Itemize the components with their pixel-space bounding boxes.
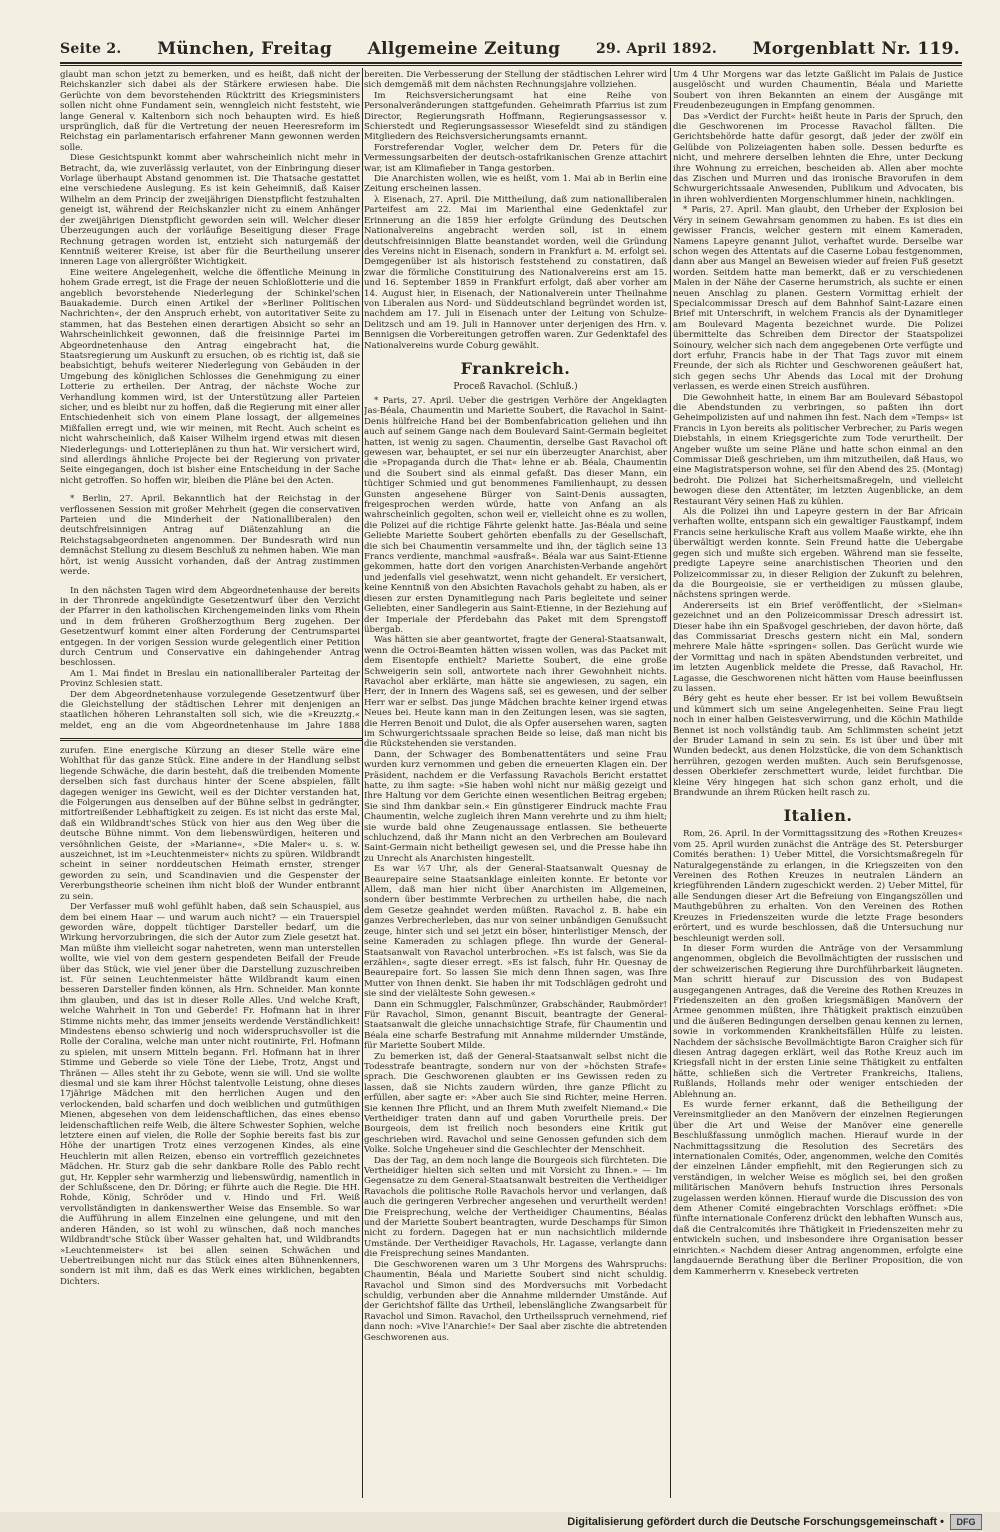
paragraph: * Paris, 27. April. Man glaubt, den Urheber der Explosion bei Véry in seinem Gewahrsam genommen zu haben. Es ist dies ein gewisser Francis, welcher gestern mit einem Kameraden, Namens Lapeyre genannt Juliot, verhaftet wurde. Derselbe war schon wegen des Attentats auf die Caserne Lobau festgenommen, dann aber aus Mangel an Beweisen wieder auf freien Fuß gesetzt worden. Seitdem hatte man bemerkt, daß er zu verschiedenen Malen in der Nähe der Caserne herumstrich, als suchte er einen neuen Anschlag zu planen. Gestern Vormittag erhielt der Specialcommissar Dresch auf dem Bahnhof Saint-Lazare einen Brief mit Unterschrift, in welchem Francis als der Dynamitleger am Boulevard Magenta bezeichnet wurde. Die Polizei übermittelte das Schreiben dem Director der Staatspolizei Soinoury, welcher sich nach dem angegebenen Orte verfügte und dort erfuhr, Francis habe in der That Tags zuvor mit einem Freunde, der sich als Richter und Geschworenen geäußert hat, sich gegen sechs Uhr Abends das Local mit der Drohung verlassen, es werde einen Streich ausführen.: [673, 205, 963, 393]
city-day: München, Freitag: [157, 39, 333, 59]
column-divider-1: [362, 68, 363, 1498]
paragraph: * Berlin, 27. April. Bekanntlich hat der Reichstag in der verflossenen Session mit großer Mehrheit (gegen die conservativen Parteien und die Minderheit der Nationalliberalen) den deutschfreisinnigen Antrag auf Diätenzahlung an die Reichstagsabgeordneten angenommen. Der Bundesrath wird nun demnächst Stellung zu diesem Beschluß zu nehmen haben. Wie man hört, ist wenig Aussicht vorhanden, daß der Antrag zustimmen werde.: [60, 494, 360, 578]
paragraph: Die Gewohnheit hatte, in einem Bar am Boulevard Sébastopol die Abendstunden zu verbringen, so paßten ihn dort Geheimpolizisten auf und nahmen ihn fest. Nach dem »Temps« ist Francis in Lyon bereits als politischer Verbrecher, zu Paris wegen Diebstahls, in einem Kriegsgerichte zum Tode verurtheilt. Der Angeber wußte um seine Pläne und hatte schon einmal an den Commissar Dieß geschrieben, um ihm mitzutheilen, daß Haus, wo eine Magistratsperson wohne, sei für den Abend des 25. (Montag) bedroht. Die Polizei hat Sicherheitsmaßregeln, und vielleicht bewogen diese den Attentäter, im letzten Augenblicke, an dem Restaurant Véry seinen Haß zu kühlen.: [673, 392, 963, 507]
digitization-footer: [0, 1512, 1000, 1532]
paragraph: Das »Verdict der Furcht« heißt heute in Paris der Spruch, den die Geschworenen im Processe Ravachol fällten. Die Gerichtsbehörde hatte dafür gesorgt, daß jeder der zwölf ein Gelübde von Polizeiagenten haben solle. Dessen bedurfte es nicht, und mehrere derselben lehnten die Ehre, unter Deckung ihre Wohnung zu erreichen, bescheiden ab. Allen aber mochte das Zischen und Murren und das ironische Bravorufen in dem Schwurgerichtssaale Anwesenden, Publikum und Advocaten, bis in ihren wohlverdienten Morgenschlummer hinein, nachklingen.: [673, 111, 963, 205]
paragraph: * Paris, 27. April. Ueber die gestrigen Verhöre der Angeklagten Jas-Béala, Chaumentin und Mariette Soubert, die Ravachol in Saint-Denis hülfreiche Hand bei der Bombenfabrication geliehen und ihn auch auf seinem Gange nach dem Boulevard Saint-Germain begleitet hatten, ist wenig zu sagen. Chaumentin, derselbe Gast Ravachol oft gewesen war, behauptet, er sei nur ein überzeugter Anarchist, aber die »Propaganda durch die That« lehne er ab. Béala, Chaumentin und die Soubert sind als einmal gefaßt. Das dieser Mann, ein tüchtiger Schmied und gut benommenes Familienhaupt, zu dessen Gunsten angesehene Bürger von Saint-Denis aussagten, freigesprochen werden würde, hatte von Anfang an als wahrscheinlich gegolten, schon weil er, vielleicht ohne es zu wollen, die Polizei auf die richtige Fährte gelenkt hatte. Jas-Béala und seine Geliebte Mariette Soubert gehörten ebenfalls zu der Gesellschaft, die sich bei Chaumentin versammelte und ihn, der täglich seine 13 Francs verdiente, manchmal »ausfraß«. Béala war aus Saint-Etienne gekommen, hatte dort den vorigen Anarchisten-Verbande angehört und jedenfalls viel gesehwatzt, wenn nicht gehandelt. Er versichert, keine Kenntniß von den Absichten Ravachols gehabt zu haben, als er diesen zur ersten Dynamitlegung nach Paris begleitete und seiner Geliebten, einer Sandlegerin aus Saint-Etienne, in der Beziehung auf der Imperiale der Pferdebahn das Paket mit dem Sprengstoff übergab.: [364, 395, 667, 635]
paragraph: glaubt man schon jetzt zu bemerken, und es heißt, daß nicht der Reichskanzler sich dabei als der Stärkere erwiesen habe. Die Gerüchte von dem bevorstehenden Rücktritt des Kriegsministers sollen nicht ohne Fundament sein, wenngleich nicht feststeht, wie lange General v. Kaltenborn sich noch behaupten wird. Es hieß ursprünglich, daß für die Vertretung der neuen Heeresreform im Reichstag ein parlamentarisch erfahrener Mann gewonnen werden solle.: [60, 70, 360, 153]
footer-credit: Digitalisierung gefördert durch die Deutsche Forschungsgemeinschaft •: [567, 1516, 944, 1528]
header-rule: [60, 62, 962, 64]
paragraph: zurufen. Eine energische Kürzung an dieser Stelle wäre eine Wohlthat für das ganze Stück. Eine andere in der Handlung selbst liegende Schwäche, die darin besteht, daß die treibenden Momente derselben sich fast durchaus hinter der Scene abspielen, fällt dagegen weniger ins Gewicht, weil es der Dichter verstanden hat, die Folgerungen aus denselben auf der Bühne selbst in gedrängter, mitfortreißender Lebhaftigkeit zu zeigen. Es ist nicht das erste Mal, daß ein Wildbrandt'sches Stück von hier aus den Weg über die deutsche Bühne nimmt. Von dem liebenswürdigen, heiteren und versöhnlichen Geiste, der »Marianne«, »Die Maler« u. s. w. auszeichnet, ist im »Leuchtenmeister« nichts zu spüren. Wildbrandt scheint in seiner norddeutschen Heimath ernster, strenger geworden zu sein, und Scandinavien und die Gespenster der Vererbungstheorie scheinen ihm nicht bloß der Wunder entbrannt zu sein.: [60, 746, 360, 902]
header-rule-thin: [60, 65, 962, 66]
paragraph: Dann, der Schwager des Bombenattentäters und seine Frau wurden kurz vernommen und geben die erneuerten Klagen ein. Der Präsident, nachdem er die Verfassung Ravachols Bericht erstattet hatte, zu ihm sagte: »Sie haben wohl nicht nur mäßig gezeigt und Ihre Haltung vor dem Gerichte einen wesentlichen Beitrag ergeben; Sie sind Ihm dankbar sein.« Ein günstigerer Eindruck machte Frau Chaumentin, welche zugleich ihren Mann verehrte und zu ihm hielt; sie wurde bald ohne Zeugenaussage entlassen. Sie betheuerte schluchzend, daß ihr Mann nicht an den Verbrechen am Boulevard Saint-Germain nicht betheiligt gewesen sei, und die Presse habe ihn zu Unrecht als Anarchisten hingestellt.: [364, 749, 667, 864]
paragraph: Forstreferendar Vogler, welcher dem Dr. Peters für die Vermessungsarbeiten der deutsch-ostafrikanischen Grenze attachirt war, ist am Klimafieber in Tanga gestorben.: [364, 142, 667, 174]
paragraph: Rom, 26. April. In der Vormittagssitzung des »Rothen Kreuzes« vom 25. April wurden zunächst die Anträge des St. Petersburger Comités berathen: 1) Ueber Mittel, die Vorsichtsmaßregeln für Naturalgegenstände zu erlangen, in die Kriegszeiten von den Vereinen des Rothen Kreuzes in neutralen Ländern an kriegführenden Ländern zugeschickt werden. 2) Ueber Mittel, für alle Sendungen dieser Art die Befreiung von Eingangszöllen und Mauthgebühren zu erhalten. Von den Vereinen des Rothen Kreuzes in Friedenszeiten wurde die letzte Frage besonders erörtert, und es wurde beschlossen, daß die Untersuchung nur beschleunigt werden soll.: [673, 829, 963, 944]
paragraph: Die Anarchisten wollen, wie es heißt, vom 1. Mai ab in Berlin eine Zeitung erscheinen lassen.: [364, 174, 667, 195]
paragraph: Das der Tag, an dem noch lange die Bourgeois sich fürchteten. Die Vertheidiger hielten sich selten und mit Vorsicht zu Ihnen.» — Im Gegensatze zu dem General-Staatsanwalt bestreiten die Vertheidiger Ravachols die politische Rolle Ravachols hervor und verlangen, daß auch die geringeren Verbrecher angesehen und verurtheilt werden! Die Freisprechung, welche der Vertheidiger Chaumentins, Béalas und der Mariette Soubert beantragten, wurde Deschamps für Simon nicht zu fordern. Dagegen hat er nun nachsichtlich mildernde Umstände. Der Vertheidiger Ravachols, Hr. Lagasse, verlangte dann die Freisprechung seines Mandanten.: [364, 1155, 667, 1260]
paragraph: Andererseits ist ein Brief veröffentlicht, der »Sielman« gezeichnet und an den Polizeicommissar Dresch adressirt ist. Dieser habe ihn ein Spaßvogel geschrieben, der davon hörte, daß das Commissariat Dreschs gestern nicht ein Mal, sondern mehrere Male hätte »springen« sollen. Das Gerücht wurde wie der Vormittag und nach in späten Abendstunden verbreitet, und im letzten Augenblick meldete die Presse, daß Ravachol, Hr. Lagasse, die Geschworenen nicht hätten vom Hause beeinflussen zu lassen.: [673, 600, 963, 694]
section-heading-italien: Italien.: [783, 806, 853, 826]
column-1-top: [60, 70, 360, 730]
dfg-logo-icon: DFG: [950, 1514, 982, 1530]
column-3: [673, 70, 963, 1502]
paragraph: Der Verfasser muß wohl gefühlt haben, daß sein Schauspiel, aus dem bei einem Haar — und warum auch nicht? — ein Trauerspiel geworden wäre, doppelt tüchtiger Darsteller bedarf, um die Wirkung hervorzubringen, die sich der Autor zum Ziele gesetzt hat. Man müßte ihm vielleicht sogar nahetreten, wenn man unterstellen wollte, wie viel von dem gestern gespendeten Beifall der Freude über das Stück, wie viel jener über die Darstellung zuzuschreiben ist. Für seinen Leuchtenmeister hätte Wildbrandt kaum einen besseren Darsteller finden können, als Hrn. Schneider. Man konnte ihm glauben, und das ist in dieser Rolle Alles. Und welche Kraft, welche Wahrheit in Ton und Geberde! Fr. Hofmann hat in ihrer Stimme nichts mehr, das immer jenseits werdende Verständlichkeit! Mindestens ebenso schwierig und noch widerspruchsvoller ist die Rolle der Coralina, welche man unter nicht routinirte, Frl. Hofmann zu spielen, mit unsern Mitteln begann. Frl. Hofmann hat in ihrer Stimme und Geberde so viele Töne der Liebe, Trotz, Angst und Thränen — Alles steht ihr zu Gebote, wenn sie will. Und sie wollte diesmal und sie kam ihrer Höchst talentvolle Leistung, ohne dieses 17jährige Mädchen mit den herrlichen Augen und den verlockenden, bald scharfen und doch weiblichen und gutmüthigen Mienen, abgesehen von dem leidenschaftlichen, das eines ebenso leidenschaftlichen reife Weib, die ältere Schwester Sophien, welche letztere einen auf vielen, die Rolle der Sophie bereits fast bis zur Höhe der unartigen Trotz eines verzogenen Kindes, als eine Heuchlerin mit allen Reizen, ebenso ein vortrefflich gezeichnetes Mädchen. Hr. Sturz gab die sehr dankbare Rolle des Pablo recht gut, Hr. Keppler sehr warmherzig und liebenswürdig, namentlich in der Schlußscene, den Dr. Döring; er führte auch die Regie. Die HH. Rohde, König, Schröder und v. Hindo und Frl. Weiß vervollständigten in dankenswerther Weise das Ensemble. So war die Aufführung in allem Einzelnen eine gelungene, und mit den anderen Händen, so ist wohl zu wünschen, daß noch manches Wildbrandt'sche Stück über Wasser gehalten hat, und Wildbrandts »Leuchtenmeister« ist bei allen seinen Schwächen und Uebertreibungen nicht nur das Stück eines alten Bühnenkenners, sondern ist mit ihm, daß es das Werk eines wirklichen, begabten Dichters.: [60, 902, 360, 1287]
paragraph: Um 4 Uhr Morgens war das letzte Gaßlicht im Palais de Justice ausgelöscht und wurden Chaumentin, Béala und Mariette Soubert von ihren Bekannten an einem der Ausgänge mit Freudenbezeugungen in Empfang genommen.: [673, 70, 963, 112]
paragraph: bereiten. Die Verbesserung der Stellung der städtischen Lehrer wird sich demgemäß mit dem nächsten Rechnungsjahre vollziehen.: [364, 70, 667, 91]
paragraph: Am 1. Mai findet in Breslau ein nationalliberaler Parteitag der Provinz Schlesien statt.: [60, 668, 360, 690]
paragraph: Es wurde ferner erkannt, daß die Betheiligung der Vereinsmitglieder an den Manövern der einzelnen Regierungen über die Art und Weise der Manöver eine generelle Beschlußfassung unmöglich machen. Hierauf wurde in der Nachmittagssitzung die Resolution des Secretärs des internationalen Comités, Oder, angenommen, welche den Comités der einzelnen Länder empfiehlt, mit den Regierungen sich zu verständigen, in welcher Weise es möglich sei, bei den großen militärischen Manövern behufs Instruction ihres Personals zugelassen werden können. Hierauf wurde die Discussion des von dem Athener Comité eingebrachten Vorschlags eröffnet: »Die fünfte internationale Conferenz drückt den lebhaften Wunsch aus, daß die Centralcomités ihre Thätigkeit in Friedenszeiten mehr zu entwickeln suchen, und insbesondere ihre Organisation besser einrichten.« Nachdem dieser Antrag angenommen, erfolgte eine langdauernde Berathung über die Berliner Proposition, die von dem Kammerherrn v. Knesebeck vertreten: [673, 1100, 963, 1277]
paragraph: Diese Gesichtspunkt kommt aber wahrscheinlich nicht mehr in Betracht, da, wie zuverlässig verlautet, von der Einbringung dieser Vorlage überhaupt Abstand genommen ist. Die Thatsache gestattet eine verschiedene Auslegung. Es ist kein Geheimniß, daß Kaiser Wilhelm an dem Princip der zweijährigen Dienstpflicht festzuhalten geneigt ist, während der Reichskanzler nicht zu einem Anhänger der zweijährigen Dienstpflicht geworden sein will. Welcher dieser Überzeugungen auch der vorläufige Beseitigung dieser Frage Rechnung getragen worden ist, entzieht sich naturgemäß der Kenntniß weiterer Kreise, ist aber für die Beurtheilung unserer inneren Lage von allergrößter Wichtigkeit.: [60, 153, 360, 268]
paragraph: Dann ein Schmuggler, Falschmünzer, Grabschänder, Raubmörder! Für Ravachol, Simon, genannt Biscuit, beantragte der General-Staatsanwalt die gleiche unnachsichtige Strafe, für Chaumentin und Béala eine scharfe Bestrafung mit Annahme mildernder Umstände, für Mariette Soubert Milde.: [364, 999, 667, 1052]
paragraph: Was hätten sie aber geantwortet, fragte der General-Staatsanwalt, wenn die Octroi-Beamten hätten wissen wollen, was das Packet mit dem Eisentopfe enthielt? Mariette Soubert, die eine große Schweigerin sein soll, antwortete nach ihrer Gewohnheit nichts. Ravachol aber erklärte, man hätte sie angewiesen, zu sagen, ein Herr, der in Innern des Wagens saß, sei es gewesen, und der selber Herr war er selbst. Das junge Mädchen brachte keiner irgend etwas Neues bei. Heute kann man in den Zeitungen lesen, was sie sagten, die Herren Benoit und Dulot, die als Opfer ausersehen waren, sagten im Schwurgerichtssaale sprachen Beide so leise, daß man nicht bis die Rückstehenden sie verstanden.: [364, 635, 667, 750]
paragraph: Zu bemerken ist, daß der General-Staatsanwalt selbst nicht die Todesstrafe beantragte, sondern nur von der »höchsten Strafe« sprach. Die Geschworenen glaubten er ins Gewissen reden zu lassen, daß sie Nichts zaudern würden, ihre ganze Pflicht zu erfüllen, aber sagte er: »Aber auch Sie sind Richter, meine Herren. Sie kennen Ihre Pflicht, und an Ihrem Muth zweifelt Niemand.« Die Vertheidiger traten dann auf und gaben Vorurtheile preis. Der Bourgeois, dem ist freilich noch besonders eine Kritik gut geschrieben wird. Ravachol und seine Genossen gefunden sich dem Volke. Solche Ungeheuer sind die Geschlechter der Menschheit.: [364, 1051, 667, 1156]
paragraph: In den nächsten Tagen wird dem Abgeordnetenhause der bereits in der Thronrede angekündigte Gesetzentwurf über den Verzicht der Pfarrer in den katholischen Kirchengemeinden links vom Rhein und in dem früheren Großherzogthum Berg zugehen. Der Gesetzentwurf kommt einer alten Forderung der Centrumspartei entgegen. In der vorigen Session wurde gelegentlich einer Petition durch Centrum und Conservative ein dahingehender Antrag beschlossen.: [60, 585, 360, 669]
page-number: Seite 2.: [60, 41, 122, 57]
column-divider-2: [670, 68, 671, 1498]
paragraph: Es war ½7 Uhr, als der General-Staatsanwalt Quesnay de Beaurepaire seine Staatsanklage einleiten konnte. Er betonte vor Allem, daß man hier nicht über Anarchisten im Allgemeinen, sondern über bestimmte Verbrechen zu urtheilen habe, die nach dem Gesetze geahndet werden müßten. Ravachol z. B. habe ein ganzes Verbrecherleben, das nur von seiner unbändigen Genußsucht zeuge, hinter sich und sei jetzt ein böser, hinterlistiger Mensch, der seine Kameraden zu schlagen pflege. Ihn wurde der General-Staatsanwalt von Ravachol unterbrochen. »Es ist falsch, was Sie da erzählen«, sagte dieser erregt. »Es ist falsch, fuhr Hr. Quesnay de Beaurepaire fort. So lassen Sie mich denn Ihnen sagen, was Ihre Mutter von Ihnen denkt. Sie haben ihr mit Todschlägen gedroht und sie sind der vielälteste Sohn gewesen.«: [364, 864, 667, 1000]
paragraph: Eine weitere Angelegenheit, welche die öffentliche Meinung in hohem Grade erregt, ist die Frage der neuen Schloßlotterie und die angeblich bevorstehende Niederlegung der Schinkel'schen Bauakademie. Durch einen Artikel der »Berliner Politischen Nachrichten«, der den Anspruch erhebt, von autoritativer Seite zu stammen, hat das Bestehen einen derartigen Absicht so sehr an Wahrscheinlichkeit gewonnen, daß die freisinnige Partei im Abgeordnetenhause den Antrag eingebracht hat, die Staatsregierung um Auskunft zu ersuchen, ob es richtig ist, daß sie beabsichtigt, behufs weiterer Niederlegung von Gebäuden in der Umgebung des königlichen Schlosses die Genehmigung zu einer Lotterie zu ertheilen. Der Antrag, der nächste Woche zur Verhandlung kommen wird, ist der Unterstützung aller Parteien sicher, und es bleibt nur zu hoffen, daß die Regierung mit einer aller Entschiedenheit sich von einem Plane lossagt, der allgemeines Mißfallen erregt und, wie wir meinen, mit Recht. Auch scheint es nicht wahrscheinlich, daß Kaiser Wilhelm irgend etwas mit diesen Niederlegungs- und Lotterieplänen zu thun hat. Wir versichert wird, sind allerdings ähnliche Projecte bei der Regierung von privater Seite eingegangen, doch ist bisher eine Entscheidung in der Sache nicht getroffen. So hoffen wir, bleiben die Pläne bei den Acten.: [60, 267, 360, 486]
masthead-line: [60, 36, 960, 62]
paragraph: In dieser Form wurden die Anträge von der Versammlung angenommen, obgleich die Bevollmächtigten der russischen und der schweizerischen Regierung ihre Durchführbarkeit läugneten. Man schritt hierauf zur Discussion des von Budapest ausgegangenen Antrages, daß die Vereine des Rothen Kreuzes in Friedenszeiten an den großen kriegsmäßigen Manövern der Armee genommen müßten, ihre Thätigkeit praktisch einzuüben und die äußeren Bedingungen derselben genau kennen zu lernen, sowie in vorkommenden Krankheitsfällen Hülfe zu leisten. Nachdem der sächsische Bevollmächtigte Baron Craigher sich für diesen Antrag dagegen erklärt, weil das Rothe Kreuz auch im Kriegsfall nicht in der ersten Linie seine Thätigkeit zu entfalten hätte, schließen sich die Vertreter Frankreichs, Italiens, Rußlands, Hollands mehr oder weniger entschieden der Ablehnung an.: [673, 943, 963, 1100]
edition: Morgenblatt Nr. 119.: [752, 39, 960, 59]
newspaper-title: Allgemeine Zeitung: [367, 39, 561, 59]
paragraph: Im Reichsversicherungsamt hat eine Reihe von Personalveränderungen stattgefunden. Geheimrath Pfarrius ist zum Director, Regierungsrath Hoffmann, Regierungsassessor v. Schierstedt und Regierungsassessor Wiesefeldt sind zu ständigen Mitgliedern des Reichsversicherungsamts ernannt.: [364, 90, 667, 143]
paragraph: Béry geht es heute eher besser. Er ist bei vollem Bewußtsein und kümmert sich um seine Angelegenheiten. Seine Frau liegt noch in einer halben Geistesverwirrung, und die Köchin Mathilde Bennet ist noch vollständig taub. Am Schlimmsten scheint jetzt der Bruder Lamand in sein zu sein. Es ist über und über mit Wunden bedeckt, aus denen Holzstücke, die von dem Schanktisch herrühren, gezogen werden mußten. Auch sein Berufsgenosse, dessen Oberkiefer zerschmettert wurde, leidet furchtbar. Die kleine Véry hingegen hat sich schon ganz erholt, und die Brandwunde an ihrem Rücken heilt rasch zu.: [673, 694, 963, 799]
paragraph: Die Geschworenen waren um 3 Uhr Morgens des Wahrspruchs: Chaumentin, Béala und Mariette Soubert sind nicht schuldig. Ravachol und Simon sind des Mordversuchs mit Vorbedacht schuldig, verbunden aber die Annahme mildernder Umstände. Auf der Gerichtshof fällte das Urtheil, lebenslängliche Zwangsarbeit für Ravachol und Simon. Ravachol, den Urtheilsspruch vernehmend, rief dann noch: »Vive l'Anarchie!« Der Saal aber zischte die abtretenden Geschworenen aus.: [364, 1259, 667, 1343]
column-1-feuilleton: [60, 746, 360, 1502]
column-2: [364, 70, 667, 1502]
section-heading-frankreich: Frankreich.: [460, 358, 571, 378]
paragraph: λ Eisenach, 27. April. Die Mittheilung, daß zum nationalliberalen Parteifest am 22. Mai im Marienthal eine Gedenktafel zur Erinnerung an die 1859 hier erfolgte Gründung des Deutschen Nationalvereins angebracht werden soll, ist in einem deutschfreisinnigen Blatte beanstandet worden, weil die Gründung des Vereins nicht in Eisenach, sondern in Frankfurt a. M. erfolgt sei. Demgegenüber ist als historisch feststehend zu constatiren, daß zwar die förmliche Constituirung des Nationalvereins erst am 15. und 16. September 1859 in Frankfurt erfolgt, daß aber vorher am 14. August hier, in Eisenach, der Nationalverein unter Theilnahme von Liberalen aus Nord- und Süddeutschland begründet worden ist, nachdem am 17. Juli in Eisenach unter der Leitung von Schulze-Delitzsch und am 19. Juli in Hannover unter derjenigen des Hrn. v. Bennigsen die Vorbereitungen getroffen waren. Zur Gedenktafel des Nationalvereins wurde Coburg gewählt.: [364, 194, 667, 351]
section-subheading: Proceß Ravachol. (Schluß.): [453, 381, 578, 392]
issue-date: 29. April 1892.: [595, 41, 718, 57]
paragraph: Der dem Abgeordnetenhause vorzulegende Gesetzentwurf über die Gleichstellung der städtischen Lehrer mit denjenigen an staatlichen höheren Lehranstalten soll sich, wie die »Kreuzztg.« meldet, eng an die vom Abgeordnetenhause im Jahre 1888: [60, 689, 360, 730]
feuilleton-separator: [60, 738, 362, 741]
paragraph: Als die Polizei ihn und Lapeyre gestern in der Bar Africain verhaften wollte, entspann sich ein gewaltiger Faustkampf, indem Francis seine herkulische Kraft aus vollem Maaße wirkte, ehe ihn überwältigt werden konnte. Sein Freund hatte die Uebergabe gegen sich und mußte sich ergeben. Während man sie fesselte, predigte Lapeyre seine anarchistischen Theorien und den Polizeicommissar zu, in dieser Religion der Zukunft zu belehren, da die Bourgeoisie, sie er vertheidigen zu müssen glaube, nächstens springen werde.: [673, 507, 963, 601]
